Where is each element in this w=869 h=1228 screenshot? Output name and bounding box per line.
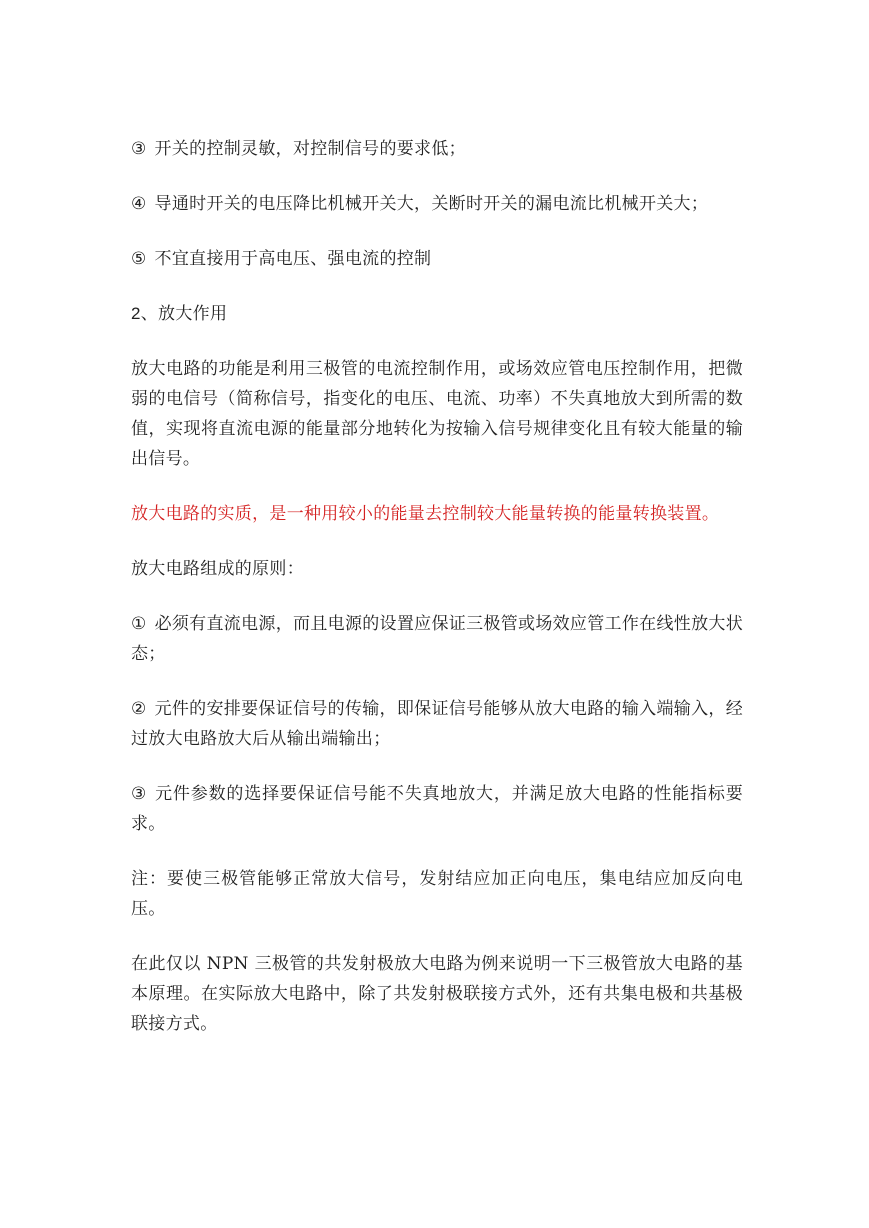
list-item-switch-sensitivity xyxy=(131,134,743,164)
circled-number-5: ⑤ xyxy=(131,249,147,269)
paragraph-text: 放大电路的实质，是一种用较小的能量去控制较大能量转换的能量转换装置。 xyxy=(131,504,720,524)
paragraph-text: 元件的安排要保证信号的传输，即保证信号能够从放大电路的输入端输入，经过放大电路放大后从输出端输出； xyxy=(131,699,744,749)
circled-number-2: ② xyxy=(131,699,147,719)
paragraph-text: 必须有直流电源，而且电源的设置应保证三极管或场效应管工作在线性放大状态； xyxy=(131,614,744,664)
paragraph-principles-intro xyxy=(131,554,743,584)
paragraph-amplifier-function xyxy=(131,354,743,474)
section-heading-amplification xyxy=(131,299,743,329)
circled-number-3: ③ xyxy=(131,784,148,804)
paragraph-text: 不宜直接用于高电压、强电流的控制 xyxy=(154,249,432,269)
paragraph-text: 注：要使三极管能够正常放大信号，发射结应加正向电压，集电结应加反向电压。 xyxy=(131,869,743,919)
circled-number-3: ③ xyxy=(131,139,147,159)
circled-number-1: ① xyxy=(131,614,147,634)
list-item-dc-power xyxy=(131,609,743,669)
highlight-paragraph-essence xyxy=(131,499,743,529)
paragraph-text: 放大电路的功能是利用三极管的电流控制作用，或场效应管电压控制作用，把微弱的电信号（简称信号，指变化的电压、电流、功率）不失真地放大到所需的数值，实现将直流电源的能量部分地转化为按输入信号规律变化且有较大能量的输出信号。 xyxy=(131,359,743,469)
paragraph-text: 元件参数的选择要保证信号能不失真地放大，并满足放大电路的性能指标要求。 xyxy=(131,784,743,834)
paragraph-text: 放大电路组成的原则： xyxy=(131,559,304,579)
paragraph-text: 开关的控制灵敏，对控制信号的要求低； xyxy=(154,139,466,159)
paragraph-note xyxy=(131,864,743,924)
section-heading-text: 2、放大作用 xyxy=(131,304,228,323)
paragraph-text: 导通时开关的电压降比机械开关大，关断时开关的漏电流比机械开关大； xyxy=(154,194,709,214)
paragraph-text: 在此仅以 NPN 三极管的共发射极放大电路为例来说明一下三极管放大电路的基本原理。在实际放大电路中，除了共发射极联接方式外，还有共集电极和共基极联接方式。 xyxy=(131,954,743,1034)
document-body xyxy=(131,134,743,1064)
list-item-component-parameters xyxy=(131,779,743,839)
list-item-high-voltage xyxy=(131,244,743,274)
list-item-signal-transmission xyxy=(131,694,743,754)
list-item-voltage-drop xyxy=(131,189,743,219)
paragraph-npn-example xyxy=(131,949,743,1039)
circled-number-4: ④ xyxy=(131,194,147,214)
